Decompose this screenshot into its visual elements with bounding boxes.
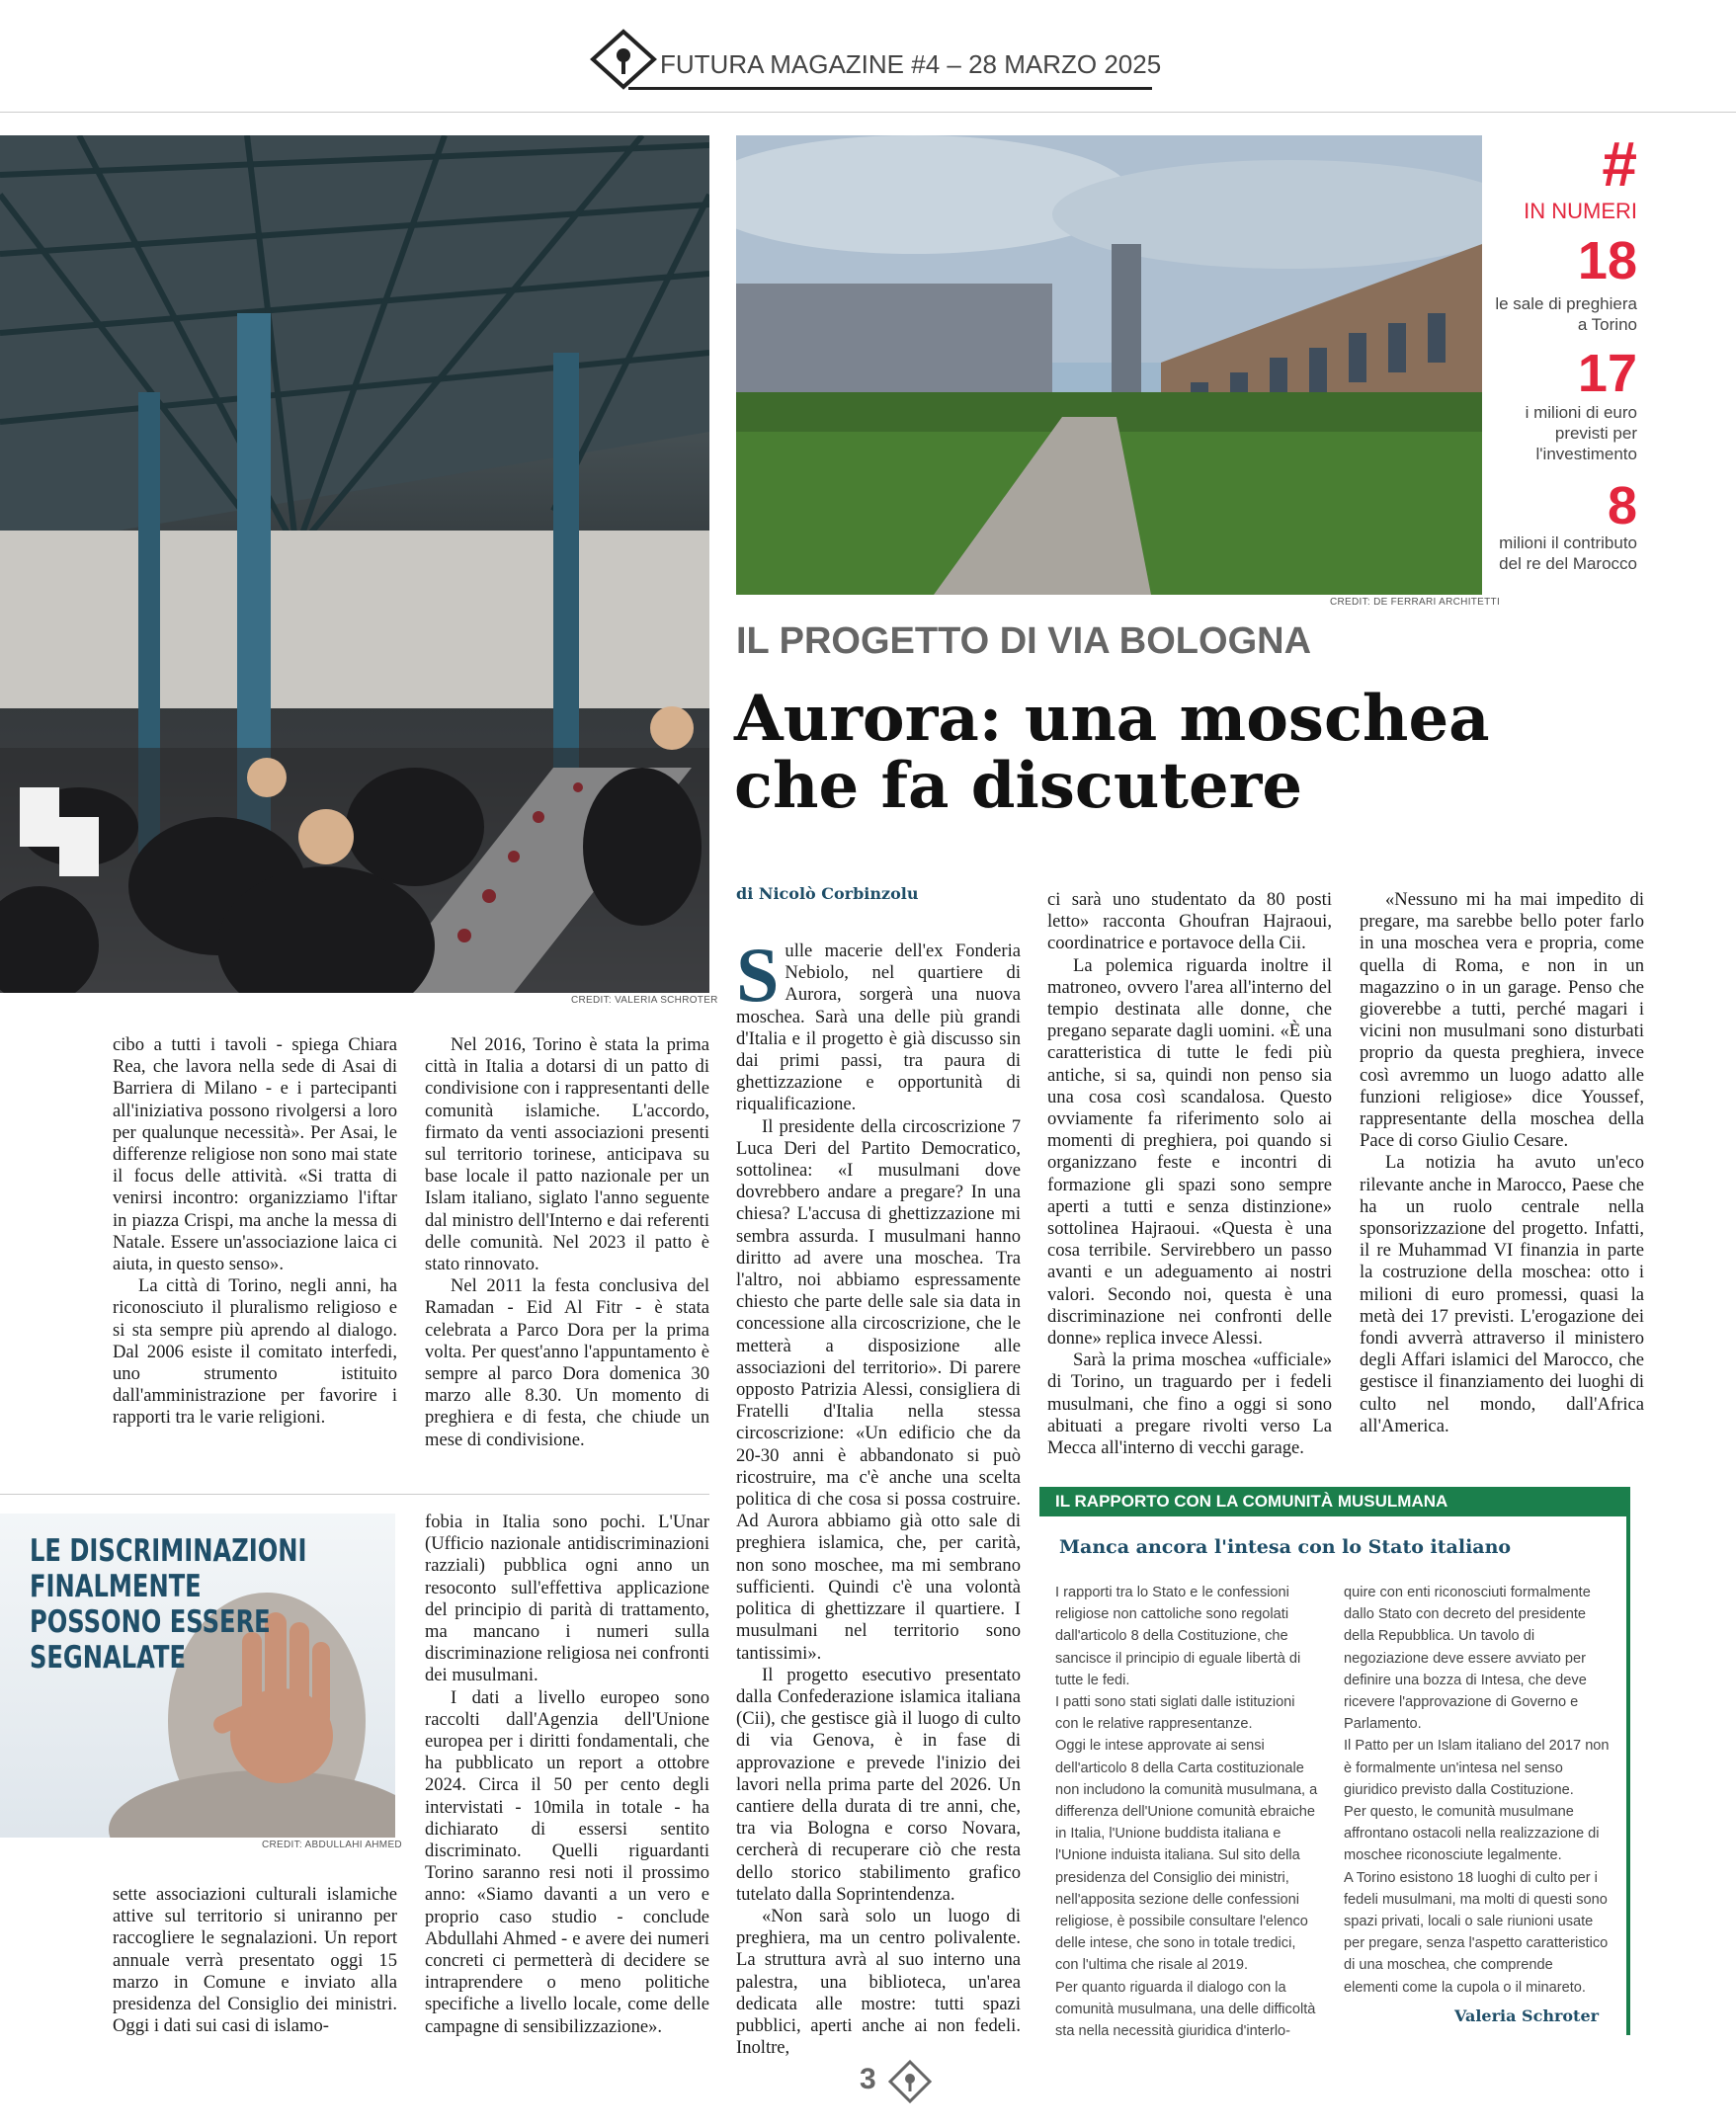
- stat-number: 17: [1577, 344, 1637, 403]
- discrimination-column-1: [113, 1884, 397, 2037]
- article-paragraph: Il progetto esecutivo presentato dalla Confederazione islamica italiana (Cii), che gestisce già il luogo di culto di via Genova, è in fase di approvazione e prevede l'inizio dei lavori nella prima parte del 2026. Un cantiere della durata di tre anni, che, tra via Bologna e corso Novara, cercherà di recuperare ciò che resta dello storico stabilimento grafico tutelato dalla Soprintendenza.: [736, 1664, 1021, 1905]
- info-box-paragraph: I patti sono stati siglati dalle istituzioni con le relative rappresentanze.: [1055, 1694, 1295, 1733]
- discrimination-headline-line: LE DISCRIMINAZIONI: [30, 1533, 307, 1569]
- info-box-paragraph: I rapporti tra lo Stato e le confessioni religiose non cattoliche sono regolati dall'articolo 8 della Costituzione, che sancisce il principio di eguale libertà di tutte le fedi.: [1055, 1585, 1301, 1688]
- left-article-column-1: [113, 1034, 397, 1430]
- photo-mosque-render: [736, 135, 1482, 595]
- discrimination-column-2: [425, 1512, 709, 2038]
- left-article-column-2: [425, 1034, 709, 1451]
- article-paragraph: sette associazioni culturali islamiche attive sul territorio si uniranno per raccogliere le segnalazioni. Un report annuale verrà presentato oggi 15 marzo in Comune e inviato alla presidenza del Consiglio dei ministri. Oggi i dati sui casi di islamo-: [113, 1884, 397, 2037]
- stat-text: i milioni di euro previsti per l'investimento: [1525, 403, 1637, 463]
- info-box-paragraph: Per questo, le comunità musulmane affrontano ostacoli nella realizzazione di moschee riconosciute legalmente.: [1344, 1804, 1600, 1864]
- sidebar-title: IN NUMERI: [1524, 199, 1637, 223]
- discrimination-headline: [30, 1533, 307, 1676]
- article-paragraph: fobia in Italia sono pochi. L'Unar (Ufficio nazionale antidiscriminazioni razziali) pubblica ogni anno un resoconto sull'effettiva applicazione del principio di parità di trattamento, ma mancano i numeri sulla discriminazione religiosa nei confronti dei musulmani.: [425, 1512, 709, 1686]
- info-box-label: IL RAPPORTO CON LA COMUNITÀ MUSULMANA: [1055, 1492, 1448, 1511]
- hash-icon: #: [1602, 128, 1637, 200]
- section-divider: [0, 1494, 709, 1495]
- article-paragraph: Nel 2011 la festa conclusiva del Ramadan - Eid Al Fitr - è stata celebrata a Parco Dora per la prima volta. Per quest'anno l'appuntamento è sempre al parco Dora domenica 30 marzo alle 8.30. Un momento di preghiera e di festa, che chiude un mese di condivisione.: [425, 1275, 709, 1450]
- article-paragraph: ci sarà uno studentato da 80 posti letto» racconta Ghoufran Hajraoui, coordinatrice e portavoce della Cii.: [1047, 889, 1332, 954]
- article-paragraph: Il presidente della circoscrizione 7 Luca Deri del Partito Democratico, sottolinea: «I musulmani dove dovrebbero andare a pregare? In una chiesa? L'accusa di ghettizzazione mi sembra assurda. I musulmani hanno diritto ad avere una moschea. Tra l'altro, noi abbiamo espressamente chiesto che parte delle sale sia data in concessione alla circoscrizione, che le metterà a disposizione alle associazioni del territorio». Di parere opposto Patrizia Alessi, consigliera di Fratelli d'Italia nella stessa circoscrizione: «Un edificio che da 20-30 anni è abbandonato si può ricostruire, ma c'è anche una scelta politica di che cosa si possa costruire. Ad Aurora abbiamo già otto sale di preghiera islamica, che, per carità, non sono moschee, ma mi sembrano sufficienti. Quindi c'è una volontà politica di ghettizzare il quartiere. I musulmani nel territorio sono tantissimi».: [736, 1115, 1021, 1664]
- info-box: [1039, 1487, 1630, 2040]
- numbers-sidebar: [1492, 128, 1637, 580]
- photo-iftar: [0, 135, 709, 993]
- header-rule: [0, 112, 1736, 113]
- page-footer: [852, 2057, 951, 2106]
- photo-render-credit: CREDIT: DE FERRARI ARCHITETTI: [1330, 597, 1501, 608]
- info-box-paragraph: quire con enti riconosciuti formalmente dallo Stato con decreto del presidente della Repubblica. Un tavolo di negoziazione deve essere avviato per definire una bozza di Intesa, che deve ricevere l'approvazione di Governo e Parlamento.: [1344, 1585, 1591, 1733]
- article-lead-paragraph: Sulle macerie dell'ex Fonderia Nebiolo, nel quartiere di Aurora, sorgerà una nuova moschea. Sarà una delle più grandi d'Italia e il progetto è già discusso sin dai primi passi, tra paura di ghettizzazione e opportunità di riqualificazione.: [736, 932, 1021, 1115]
- article-paragraph: La notizia ha avuto un'eco rilevante anche in Marocco, Paese che ha un ruolo centrale nella sponsorizzazione del progetto. Infatti, il re Muhammad VI finanzia in parte la costruzione della moschea: otto i milioni di euro promessi, quasi la metà dei 17 previsti. L'erogazione dei fondi avverrà attraverso il ministero degli Affari islamici del Marocco, che gestisce il finanziamento dei luoghi di culto nel mondo, dall'Africa all'America.: [1360, 1152, 1644, 1436]
- discrimination-headline-line: FINALMENTE: [30, 1569, 202, 1604]
- article-column-right2: [1360, 889, 1644, 1437]
- article-kicker: IL PROGETTO DI VIA BOLOGNA: [736, 620, 1312, 662]
- article-paragraph: Nel 2016, Torino è stata la prima città in Italia a dotarsi di un patto di condivisione con i rappresentanti delle comunità islamiche. L'accordo, firmato da venti associazioni presenti sul territorio torinese, anticipava su base locale il patto nazionale per un Islam italiano, siglato l'anno seguente dal ministro dell'Interno e dai referenti delle comunità. Nel 2023 il patto è stato rinnovato.: [425, 1034, 709, 1275]
- stat-text: milioni il contributo del re del Marocco: [1499, 533, 1637, 573]
- stat-number: 8: [1607, 476, 1637, 535]
- info-box-title: Manca ancora l'intesa con lo Stato italiano: [1059, 1536, 1512, 1558]
- info-box-paragraph: A Torino esistono 18 luoghi di culto per i fedeli musulmani, ma molti di questi sono spazi privati, locali o sale riunioni usate per pregare, senza l'aspetto caratteristico di una moschea, che comprende elementi come la cupola o il minareto.: [1344, 1869, 1609, 1996]
- article-paragraph: cibo a tutti i tavoli - spiega Chiara Rea, che lavora nella sede di Asai di Barriera di Milano - e i partecipanti all'iniziativa possono rivolgersi a loro per qualunque necessità». Per Asai, le differenze religiose non sono mai state il focus delle attività. «Si tratta di venirsi incontro: organizziamo l'iftar in piazza Crispi, ma anche la messa di Natale. Essere un'associazione laica ci aiuta, in questo senso».: [113, 1034, 397, 1275]
- article-title: [734, 682, 1623, 823]
- stat-number: 18: [1577, 231, 1637, 290]
- article-title-line: che fa discutere: [734, 749, 1303, 823]
- article-paragraph: «Nessuno mi ha mai impedito di pregare, ma sarebbe bello poter farlo in una moschea vera e propria, come quella di Roma, e non in un magazzino o in un garage. Penso che gioverebbe a tutti, perché magari i vicini non musulmani sono disturbati proprio da questa preghiera, invece così avremmo un luogo adatto alle funzioni religiose» dice Youssef, rappresentante della moschea della Pace di corso Giulio Cesare.: [1360, 889, 1644, 1152]
- info-box-paragraph: Il Patto per un Islam italiano del 2017 non è formalmente un'intesa nel senso giuridico previsto dalla Costituzione.: [1344, 1738, 1610, 1798]
- stat-text: le sale di preghiera a Torino: [1495, 294, 1637, 334]
- info-box-column-2: [1344, 1582, 1611, 1999]
- article-paragraph: «Non sarà solo un luogo di preghiera, ma un centro polivalente. La struttura avrà al suo interno una palestra, una biblioteca, un'area dedicata alle mostre: tutti spazi pubblici, aperti anche ai non fedeli. Inoltre,: [736, 1905, 1021, 2059]
- dropcap: S: [736, 932, 780, 1018]
- futura-logo-icon: [589, 28, 658, 91]
- info-box-right-border: [1626, 1487, 1630, 2035]
- info-box-paragraph: Per quanto riguarda il dialogo con la comunità musulmana, una delle difficoltà sta nella necessità giuridica d'interlo-: [1055, 1979, 1316, 2040]
- photo-iftar-credit: CREDIT: VALERIA SCHROTER: [571, 995, 718, 1006]
- masthead: [589, 28, 1162, 91]
- article-column-right1: [1047, 889, 1332, 1459]
- discrimination-headline-line: POSSONO ESSERE: [30, 1604, 271, 1640]
- info-box-signature: Valeria Schroter: [1454, 2006, 1600, 2025]
- photo-hand-credit: CREDIT: ABDULLAHI AHMED: [262, 1840, 402, 1850]
- discrimination-headline-line: SEGNALATE: [30, 1640, 186, 1676]
- article-paragraph: La città di Torino, negli anni, ha riconosciuto il pluralismo religioso e si sta sempre più aprendo al dialogo. Dal 2006 esiste il comitato interfedi, uno strumento istituito dall'amministrazione per favorire i rapporti tra le varie religioni.: [113, 1275, 397, 1429]
- article-byline: di Nicolò Corbinzolu: [736, 884, 919, 903]
- info-box-paragraph: Oggi le intese approvate ai sensi dell'articolo 8 della Carta costituzionale non includono la comunità musulmana, a differenza dell'Unione comunità ebraiche in Italia, l'Unione buddista italiana e l'Unione induista italiana. Sul sito della presidenza del Consiglio dei ministri, nell'apposita sezione delle confessioni religiose, è possibile consultare l'elenco delle intese, che sono in totale tredici, con l'ultima che risale al 2019.: [1055, 1738, 1318, 1974]
- article-title-line: Aurora: una moschea: [734, 682, 1490, 756]
- article-column-center: [736, 932, 1021, 2059]
- article-paragraph: La polemica riguarda inoltre il matroneo, ovvero l'area all'interno del tempio destinata alle donne, che pregano separate dagli uomini. «È una caratteristica di tutte le fedi più antiche, si sa, quindi non penso sia una cosa così scandalosa. Questo ovviamente fa riferimento solo ai momenti di preghiera, poi quando si organizzano feste e incontri di formazione gli spazi sono sempre aperti a tutti e senza distinzione» sottolinea Hajraoui. «Questa è una cosa terribile. Servirebbero un passo avanti e un adeguamento ai nostri valori. Secondo noi, questa è una discriminazione nei confronti delle donne» replica invece Alessi.: [1047, 954, 1332, 1350]
- masthead-text: FUTURA MAGAZINE #4 – 28 MARZO 2025: [660, 49, 1162, 79]
- photo-mosque-render-drawing: [736, 135, 1482, 595]
- photo-iftar-drawing: [0, 135, 709, 993]
- info-box-column-1: [1055, 1582, 1320, 2042]
- page-number: 3: [860, 2063, 876, 2095]
- masthead-underline: [628, 87, 1152, 90]
- article-paragraph: I dati a livello europeo sono raccolti dall'Agenzia dell'Unione europea per i diritti fondamentali, che ha pubblicato un report a ottobre 2024. Circa il 50 per cento degli intervistati - 10mila in totale - ha dichiarato di essersi sentito discriminato. Quelli riguardanti Torino saranno resi noti il prossimo anno: «Siamo davanti a un vero e proprio caso studio - conclude Abdullahi Ahmed - e avere dei numeri concreti ci permetterà di decidere se intraprendere o meno politiche specifiche a livello locale, come delle campagne di sensibilizzazione».: [425, 1686, 709, 2037]
- article-paragraph: Sarà la prima moschea «ufficiale» di Torino, un traguardo per i fedeli musulmani, che fino a oggi si sono abituati a pregare rivolti verso La Mecca all'interno di vecchi garage.: [1047, 1350, 1332, 1459]
- futura-logo-icon: [887, 2059, 933, 2104]
